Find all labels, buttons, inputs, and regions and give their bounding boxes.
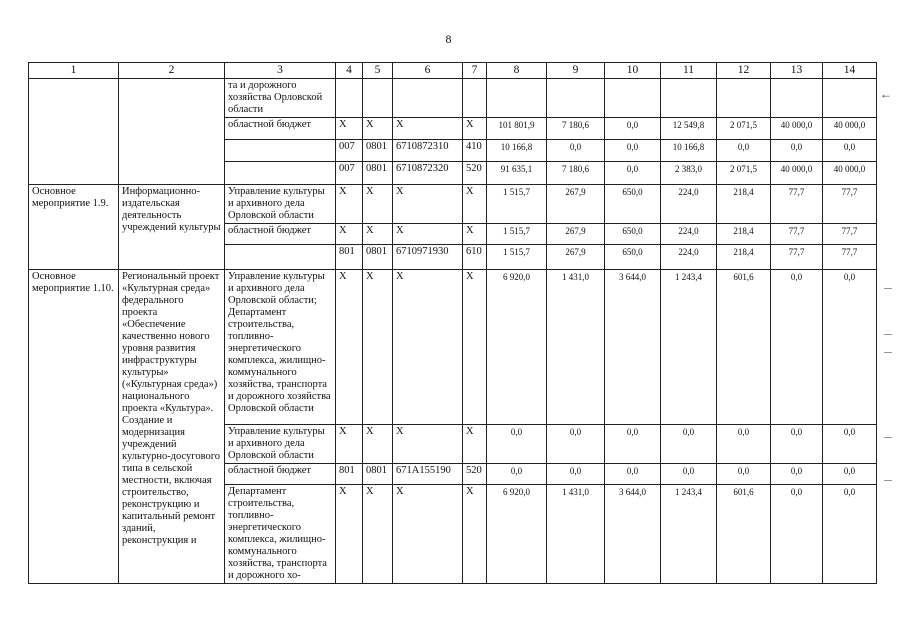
- code-cell: X: [463, 118, 487, 140]
- header-cell: 1: [29, 63, 119, 79]
- value-cell: 7 180,6: [547, 118, 605, 140]
- value-cell: 77,7: [823, 224, 877, 245]
- code-cell: X: [393, 425, 463, 464]
- value-cell: 0,0: [823, 464, 877, 485]
- code-cell: X: [336, 485, 363, 584]
- value-cell: 601,6: [717, 270, 771, 425]
- code-cell: X: [336, 118, 363, 140]
- margin-tick: [884, 437, 892, 438]
- header-cell: 10: [605, 63, 661, 79]
- value-cell: 3 644,0: [605, 485, 661, 584]
- executor-cell: та и дорожного хозяйства Орловской области: [225, 79, 336, 118]
- code-cell: 007: [336, 162, 363, 185]
- code-cell: X: [393, 270, 463, 425]
- header-cell: 8: [487, 63, 547, 79]
- value-cell: 0,0: [605, 140, 661, 162]
- header-cell: 13: [771, 63, 823, 79]
- margin-arrow-icon: ←: [880, 87, 892, 101]
- value-cell: [771, 79, 823, 118]
- executor-cell: [225, 140, 336, 162]
- executor-cell: областной бюджет: [225, 464, 336, 485]
- code-cell: X: [336, 185, 363, 224]
- value-cell: 40 000,0: [771, 162, 823, 185]
- code-cell: 410: [463, 140, 487, 162]
- value-cell: 0,0: [771, 140, 823, 162]
- code-cell: 0801: [363, 162, 393, 185]
- value-cell: 2 383,0: [661, 162, 717, 185]
- code-cell: X: [336, 224, 363, 245]
- value-cell: 224,0: [661, 245, 717, 270]
- margin-tick: [884, 352, 892, 353]
- header-cell: 6: [393, 63, 463, 79]
- executor-cell: областной бюджет: [225, 224, 336, 245]
- margin-tick: [884, 288, 892, 289]
- executor-cell: Управление культуры и архивного дела Орловской области: [225, 185, 336, 224]
- value-cell: 601,6: [717, 485, 771, 584]
- value-cell: 0,0: [823, 485, 877, 584]
- value-cell: 10 166,8: [487, 140, 547, 162]
- value-cell: 40 000,0: [771, 118, 823, 140]
- value-cell: 0,0: [823, 270, 877, 425]
- event-name-cell: [29, 79, 119, 185]
- code-cell: 610: [463, 245, 487, 270]
- value-cell: 267,9: [547, 185, 605, 224]
- header-cell: 4: [336, 63, 363, 79]
- table-row: [29, 79, 877, 118]
- header-cell: 2: [119, 63, 225, 79]
- value-cell: 650,0: [605, 245, 661, 270]
- code-cell: X: [393, 485, 463, 584]
- value-cell: 650,0: [605, 185, 661, 224]
- value-cell: 0,0: [605, 118, 661, 140]
- code-cell: 520: [463, 464, 487, 485]
- value-cell: 0,0: [547, 425, 605, 464]
- value-cell: [487, 79, 547, 118]
- value-cell: 101 801,9: [487, 118, 547, 140]
- code-cell: 0801: [363, 140, 393, 162]
- value-cell: 0,0: [547, 140, 605, 162]
- value-cell: 0,0: [771, 485, 823, 584]
- header-cell: 5: [363, 63, 393, 79]
- code-cell: 801: [336, 464, 363, 485]
- code-cell: X: [363, 118, 393, 140]
- code-cell: X: [393, 185, 463, 224]
- code-cell: X: [393, 118, 463, 140]
- event-description-cell: Информационно-издательская деятельность учреждений культуры: [119, 185, 225, 270]
- budget-table: [28, 62, 877, 584]
- value-cell: 0,0: [717, 425, 771, 464]
- code-cell: X: [363, 185, 393, 224]
- value-cell: 6 920,0: [487, 270, 547, 425]
- value-cell: 10 166,8: [661, 140, 717, 162]
- code-cell: 007: [336, 140, 363, 162]
- value-cell: 2 071,5: [717, 118, 771, 140]
- value-cell: 40 000,0: [823, 162, 877, 185]
- header-cell: 3: [225, 63, 336, 79]
- code-cell: [363, 79, 393, 118]
- value-cell: 7 180,6: [547, 162, 605, 185]
- value-cell: 12 549,8: [661, 118, 717, 140]
- value-cell: 0,0: [605, 464, 661, 485]
- value-cell: 0,0: [605, 425, 661, 464]
- header-cell: 9: [547, 63, 605, 79]
- code-cell: X: [363, 224, 393, 245]
- executor-cell: областной бюджет: [225, 118, 336, 140]
- margin-tick: [884, 334, 892, 335]
- value-cell: 77,7: [771, 245, 823, 270]
- value-cell: 91 635,1: [487, 162, 547, 185]
- code-cell: X: [336, 270, 363, 425]
- event-name-cell: Основное мероприятие 1.9.: [29, 185, 119, 270]
- value-cell: 0,0: [487, 425, 547, 464]
- code-cell: [336, 79, 363, 118]
- code-cell: X: [463, 224, 487, 245]
- code-cell: X: [363, 270, 393, 425]
- value-cell: 0,0: [771, 270, 823, 425]
- code-cell: 6710872320: [393, 162, 463, 185]
- code-cell: X: [393, 224, 463, 245]
- table-row: [29, 270, 877, 425]
- executor-cell: Управление культуры и архивного дела Орловской области; Департамент строительства, топливно-энергетического комплекса, жилищно-коммунального хозяйства, транспорта и дорожного хозяйства Орловской области: [225, 270, 336, 425]
- value-cell: [605, 79, 661, 118]
- header-cell: 14: [823, 63, 877, 79]
- value-cell: 1 515,7: [487, 245, 547, 270]
- code-cell: 520: [463, 162, 487, 185]
- code-cell: X: [363, 485, 393, 584]
- value-cell: [823, 79, 877, 118]
- table-header-row: [29, 63, 877, 79]
- table-row: [29, 185, 877, 224]
- header-cell: 12: [717, 63, 771, 79]
- value-cell: 1 243,4: [661, 270, 717, 425]
- code-cell: X: [463, 185, 487, 224]
- value-cell: 1 243,4: [661, 485, 717, 584]
- value-cell: 1 431,0: [547, 485, 605, 584]
- value-cell: 0,0: [605, 162, 661, 185]
- value-cell: 0,0: [661, 425, 717, 464]
- value-cell: 1 431,0: [547, 270, 605, 425]
- value-cell: 3 644,0: [605, 270, 661, 425]
- value-cell: 77,7: [823, 245, 877, 270]
- value-cell: 0,0: [487, 464, 547, 485]
- code-cell: X: [463, 425, 487, 464]
- value-cell: 6 920,0: [487, 485, 547, 584]
- value-cell: 0,0: [661, 464, 717, 485]
- value-cell: 77,7: [823, 185, 877, 224]
- value-cell: 1 515,7: [487, 224, 547, 245]
- value-cell: 0,0: [547, 464, 605, 485]
- value-cell: [717, 79, 771, 118]
- value-cell: 1 515,7: [487, 185, 547, 224]
- value-cell: 2 071,5: [717, 162, 771, 185]
- value-cell: [661, 79, 717, 118]
- value-cell: 77,7: [771, 185, 823, 224]
- value-cell: 0,0: [823, 140, 877, 162]
- code-cell: X: [336, 425, 363, 464]
- header-cell: 7: [463, 63, 487, 79]
- value-cell: 0,0: [823, 425, 877, 464]
- value-cell: 650,0: [605, 224, 661, 245]
- value-cell: 0,0: [717, 140, 771, 162]
- code-cell: 0801: [363, 245, 393, 270]
- code-cell: 671А155190: [393, 464, 463, 485]
- executor-cell: [225, 162, 336, 185]
- value-cell: 0,0: [717, 464, 771, 485]
- value-cell: 40 000,0: [823, 118, 877, 140]
- code-cell: 6710971930: [393, 245, 463, 270]
- event-name-cell: Основное мероприятие 1.10.: [29, 270, 119, 584]
- header-cell: 11: [661, 63, 717, 79]
- code-cell: 801: [336, 245, 363, 270]
- code-cell: 0801: [363, 464, 393, 485]
- code-cell: X: [463, 485, 487, 584]
- executor-cell: Департамент строительства, топливно-энергетического комплекса, жилищно-коммунального хозяйства, транспорта и дорожного хо-: [225, 485, 336, 584]
- value-cell: 0,0: [771, 425, 823, 464]
- code-cell: 6710872310: [393, 140, 463, 162]
- event-description-cell: [119, 79, 225, 185]
- executor-cell: Управление культуры и архивного дела Орловской области: [225, 425, 336, 464]
- value-cell: 77,7: [771, 224, 823, 245]
- value-cell: 218,4: [717, 224, 771, 245]
- value-cell: 0,0: [771, 464, 823, 485]
- code-cell: [463, 79, 487, 118]
- value-cell: 224,0: [661, 185, 717, 224]
- value-cell: 224,0: [661, 224, 717, 245]
- page-number: 8: [445, 32, 452, 46]
- executor-cell: [225, 245, 336, 270]
- value-cell: 267,9: [547, 245, 605, 270]
- value-cell: [547, 79, 605, 118]
- value-cell: 218,4: [717, 245, 771, 270]
- value-cell: 218,4: [717, 185, 771, 224]
- margin-tick: [884, 480, 892, 481]
- value-cell: 267,9: [547, 224, 605, 245]
- code-cell: X: [363, 425, 393, 464]
- code-cell: X: [463, 270, 487, 425]
- code-cell: [393, 79, 463, 118]
- event-description-cell: Региональный проект «Культурная среда» федерального проекта «Обеспечение качественно нового уровня развития инфраструктуры культуры» («Культурная среда») национального проекта «Культура». Создание и модернизация учреждений культурно-досугового типа в сельской местности, включая строительство, реконструкцию и капитальный ремонт зданий, реконструкция и: [119, 270, 225, 584]
